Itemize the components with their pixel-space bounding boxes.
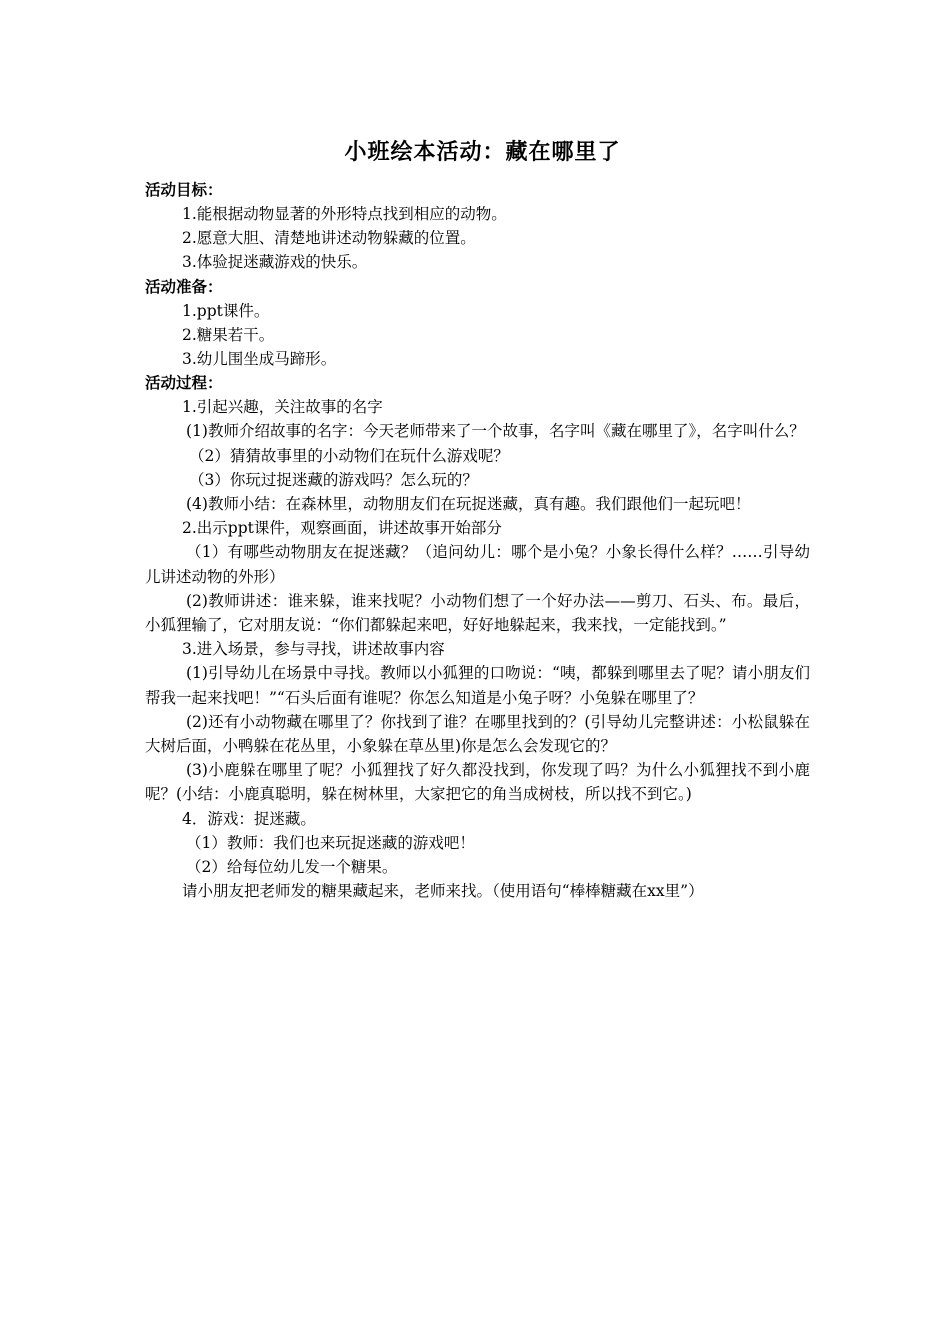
- goal-item: 1.能根据动物显著的外形特点找到相应的动物。: [182, 205, 507, 223]
- process-paragraph: （2）给每位幼儿发一个糖果。: [186, 858, 398, 877]
- prep-item: 3.幼儿围坐成马蹄形。: [182, 350, 337, 369]
- process-paragraph: (4)教师小结：在森林里，动物朋友们在玩捉迷藏，真有趣。我们跟他们一起玩吧！: [186, 495, 751, 514]
- goal-item: 2.愿意大胆、清楚地讲述动物躲藏的位置。: [182, 229, 476, 248]
- process-paragraph: (1)引导幼儿在场景中寻找。教师以小狐狸的口吻说：“咦，都躲到哪里去了呢？请小朋友们帮我一起来找吧！”“石头后面有谁呢？你怎么知道是小兔子呀？小兔躲在哪里了？: [145, 664, 810, 707]
- prep-item: 2.糖果若干。: [182, 325, 275, 344]
- process-paragraph: (1)教师介绍故事的名字：今天老师带来了一个故事，名字叫《藏在哪里了》，名字叫什么？: [186, 422, 805, 441]
- section-heading-goals: 活动目标：: [145, 181, 223, 199]
- process-paragraph: (2)教师讲述：谁来躲，谁来找呢？小动物们想了一个好办法——剪刀、石头、布。最后，小狐狸输了，它对朋友说：“你们都躲起来吧，好好地躲起来，我来找，一定能找到。”: [145, 591, 810, 635]
- process-paragraph: (3)小鹿躲在哪里了呢？小狐狸找了好久都没找到，你发现了吗？为什么小狐狸找不到小鹿呢？(小结：小鹿真聪明，躲在树林里，大家把它的角当成树枝，所以找不到它。): [145, 761, 810, 804]
- process-paragraph: （3）你玩过捉迷藏的游戏吗？怎么玩的？: [189, 470, 478, 489]
- process-paragraph: 请小朋友把老师发的糖果藏起来，老师来找。（使用语句“棒棒糖藏在xx里”）: [182, 882, 704, 901]
- prep-item: 1.ppt课件。: [182, 301, 270, 320]
- process-paragraph: (2)还有小动物藏在哪里了？你找到了谁？在哪里找到的？(引导幼儿完整讲述：小松鼠躲在大树后面，小鸭躲在花丛里，小象躲在草丛里)你是怎么会发现它的？: [145, 712, 810, 756]
- goal-item: 3.体验捉迷藏游戏的快乐。: [182, 253, 368, 272]
- process-step: 3.进入场景，参与寻找，讲述故事内容: [182, 640, 445, 659]
- process-paragraph: （1）教师：我们也来玩捉迷藏的游戏吧！: [186, 833, 475, 852]
- section-heading-prep: 活动准备：: [145, 277, 223, 296]
- page-title: 小班绘本活动：藏在哪里了: [344, 140, 621, 165]
- process-step: 4．游戏：捉迷藏。: [182, 809, 316, 828]
- process-paragraph: （2）猜猜故事里的小动物们在玩什么游戏呢？: [189, 446, 509, 465]
- document-page: [145, 138, 810, 903]
- process-step: 2.出示ppt课件，观察画面，讲述故事开始部分: [182, 519, 502, 538]
- process-step: 1.引起兴趣，关注故事的名字: [182, 398, 383, 417]
- process-paragraph: （1）有哪些动物朋友在捉迷藏？（追问幼儿：哪个是小兔？小象长得什么样？……引导幼儿讲述动物的外形）: [145, 543, 810, 586]
- section-heading-process: 活动过程：: [145, 374, 223, 393]
